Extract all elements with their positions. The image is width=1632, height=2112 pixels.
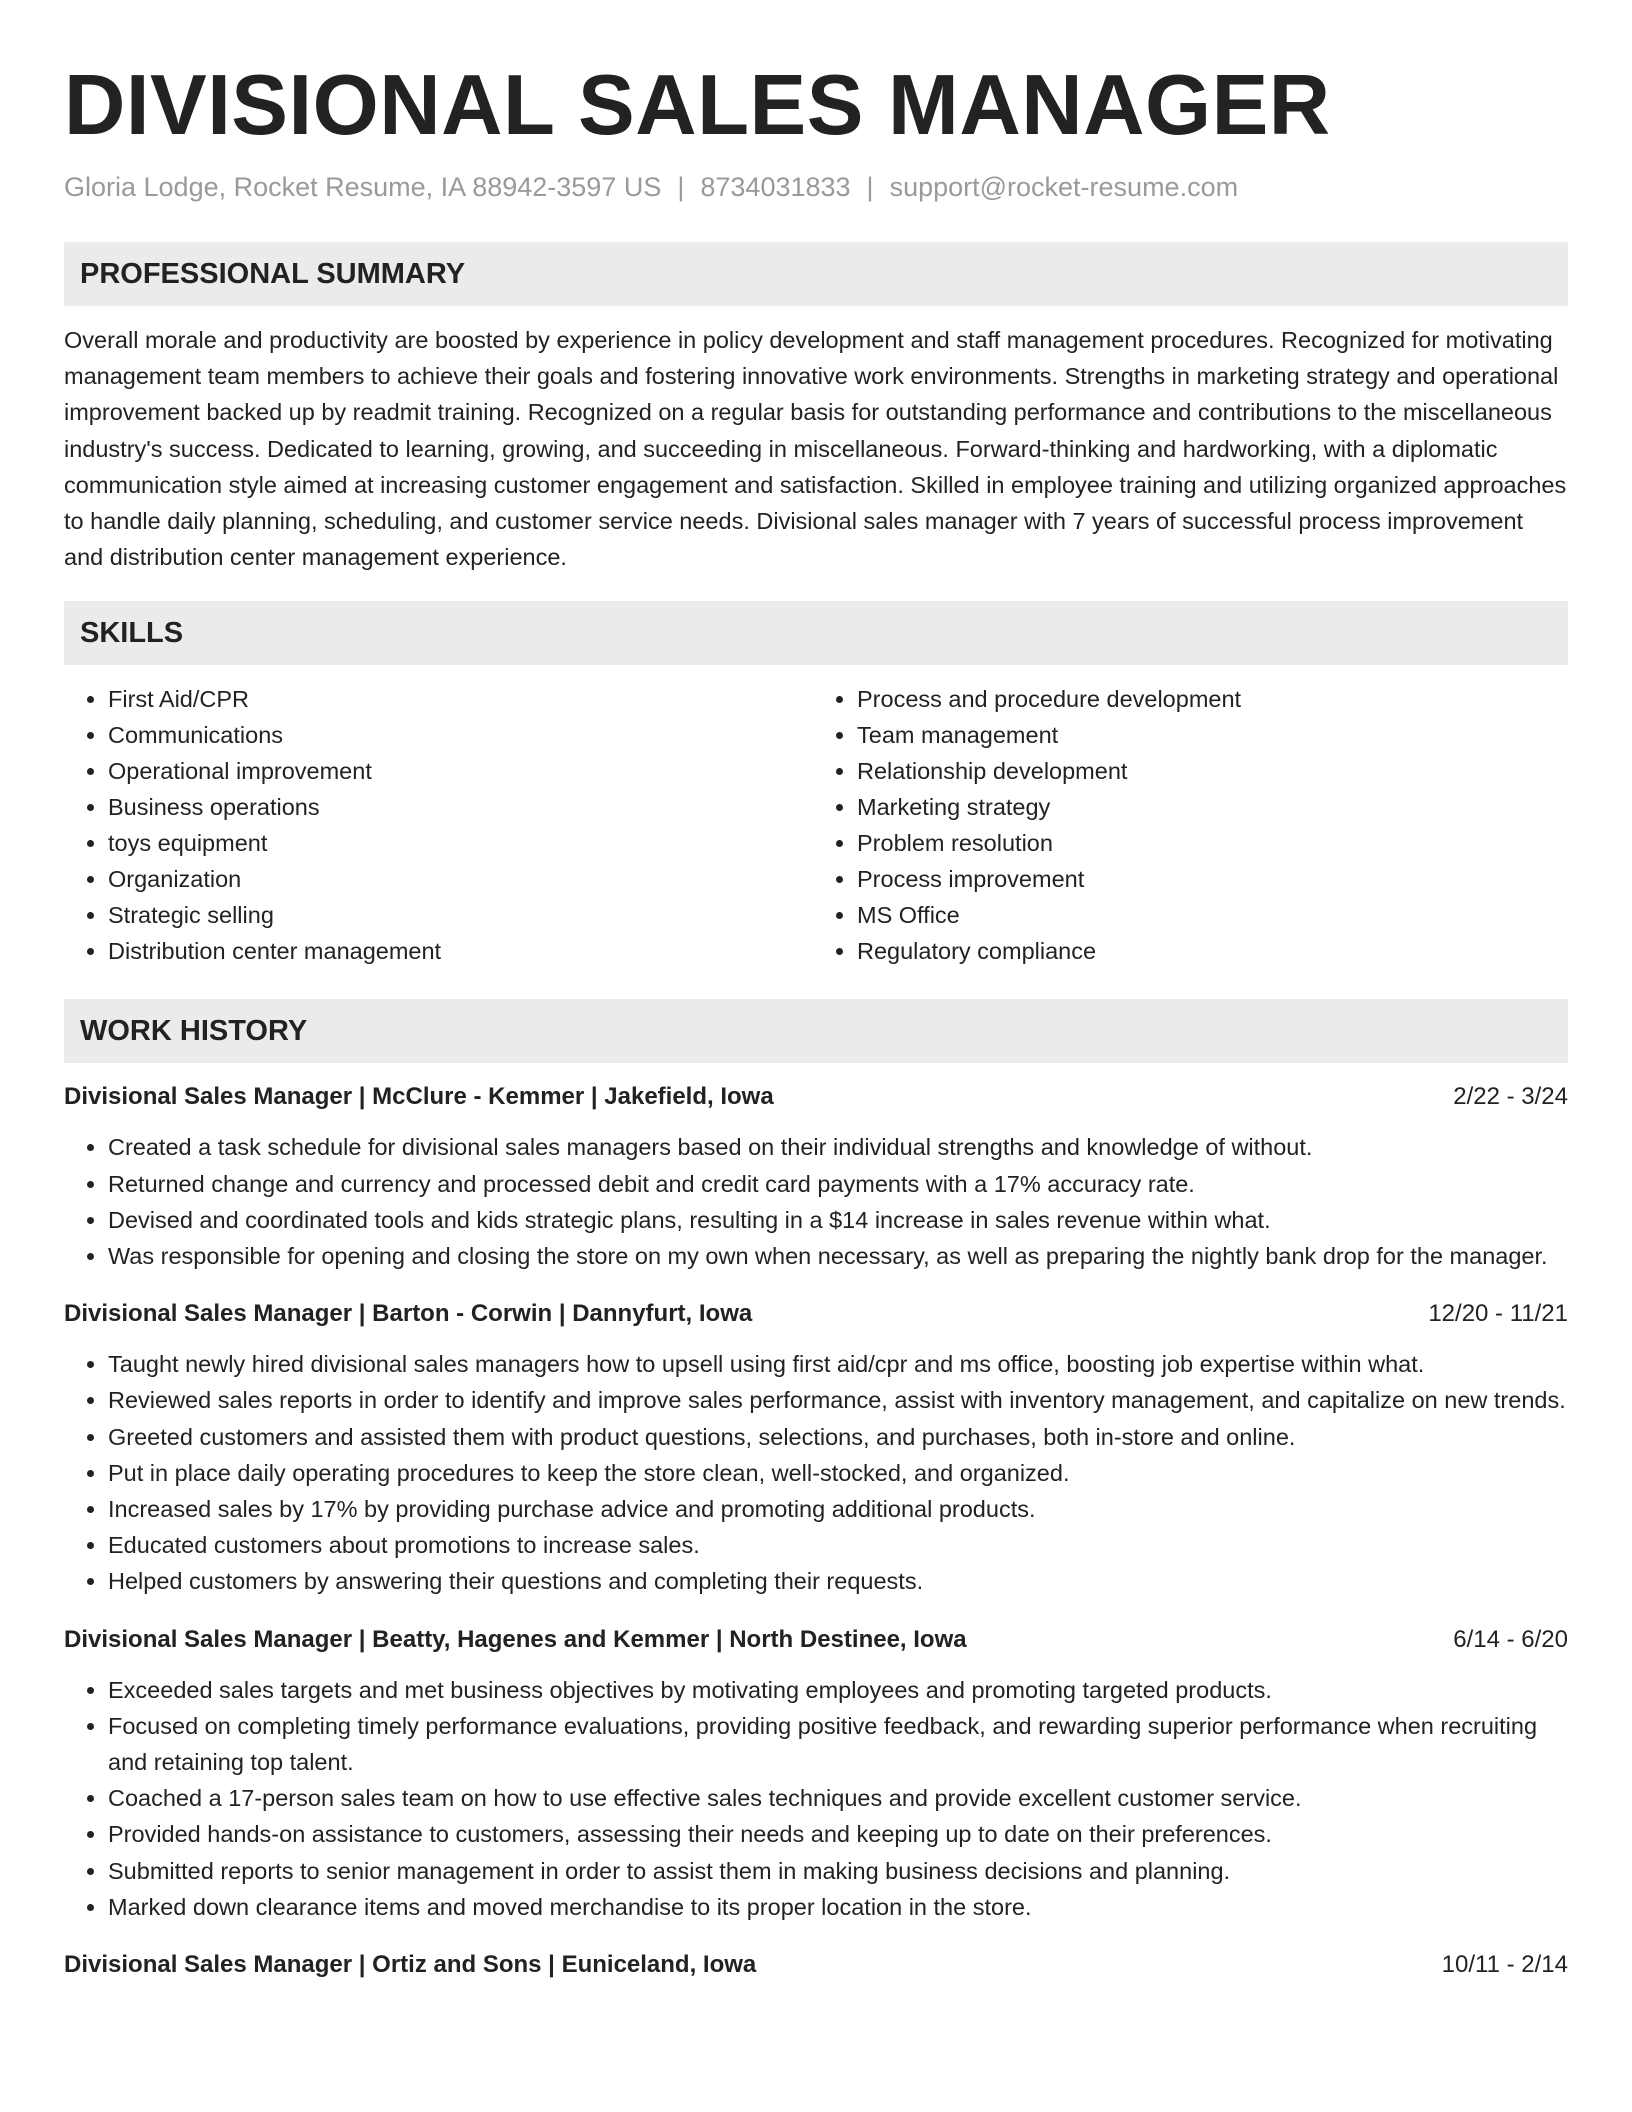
job-bullet: • Taught newly hired divisional sales managers how to upsell using first aid/cpr and ms office, boosting job expertise within what. bbox=[108, 1346, 1568, 1382]
job-header bbox=[64, 1079, 1568, 1115]
job-entry bbox=[64, 1296, 1568, 1599]
skills-column-1 bbox=[64, 681, 819, 969]
skill-item: • Operational improvement bbox=[108, 753, 819, 789]
job-entry bbox=[64, 1079, 1568, 1274]
job-bullet: • Created a task schedule for divisional sales managers based on their individual strengths and knowledge of without. bbox=[108, 1129, 1568, 1165]
contact-separator: | bbox=[677, 172, 685, 202]
job-bullet: • Educated customers about promotions to increase sales. bbox=[108, 1527, 1568, 1563]
contact-email: support@rocket-resume.com bbox=[889, 172, 1239, 202]
skill-item: • Relationship development bbox=[857, 753, 1568, 789]
job-bullet: • Helped customers by answering their questions and completing their requests. bbox=[108, 1563, 1568, 1599]
job-bullet: • Increased sales by 17% by providing purchase advice and promoting additional products. bbox=[108, 1491, 1568, 1527]
summary-heading: PROFESSIONAL SUMMARY bbox=[64, 242, 1568, 306]
contact-line bbox=[64, 170, 1568, 204]
skills-column-2 bbox=[813, 681, 1568, 969]
job-bullet: • Was responsible for opening and closing the store on my own when necessary, as well as preparing the nightly bank drop for the manager. bbox=[108, 1238, 1568, 1274]
skill-item: • Team management bbox=[857, 717, 1568, 753]
resume-title: DIVISIONAL SALES MANAGER bbox=[64, 58, 1331, 153]
skill-item: • Strategic selling bbox=[108, 897, 819, 933]
skill-item: • First Aid/CPR bbox=[108, 681, 819, 717]
job-bullet: • Coached a 17-person sales team on how to use effective sales techniques and provide excellent customer service. bbox=[108, 1780, 1568, 1816]
job-dates: 2/22 - 3/24 bbox=[1453, 1083, 1568, 1111]
skill-item: • Business operations bbox=[108, 789, 819, 825]
contact-separator: | bbox=[866, 172, 874, 202]
contact-phone: 8734031833 bbox=[700, 172, 851, 202]
job-entry bbox=[64, 1947, 1568, 1983]
work-history-heading: WORK HISTORY bbox=[64, 999, 1568, 1063]
job-header bbox=[64, 1296, 1568, 1332]
skills-list bbox=[64, 681, 1568, 969]
job-entry bbox=[64, 1622, 1568, 1925]
job-dates: 6/14 - 6/20 bbox=[1453, 1625, 1568, 1653]
skill-item: • toys equipment bbox=[108, 825, 819, 861]
skill-item: • Communications bbox=[108, 717, 819, 753]
job-bullet: • Provided hands-on assistance to customers, assessing their needs and keeping up to date on their preferences. bbox=[108, 1816, 1568, 1852]
skills-heading: SKILLS bbox=[64, 601, 1568, 665]
skill-item: • Process improvement bbox=[857, 861, 1568, 897]
job-bullet: • Devised and coordinated tools and kids strategic plans, resulting in a $14 increase in sales revenue within what. bbox=[108, 1202, 1568, 1238]
skill-item: • Marketing strategy bbox=[857, 789, 1568, 825]
job-title: Divisional Sales Manager | Ortiz and Sons | Euniceland, Iowa bbox=[64, 1951, 757, 1979]
skill-item: • Organization bbox=[108, 861, 819, 897]
skill-item: • Process and procedure development bbox=[857, 681, 1568, 717]
summary-text: Overall morale and productivity are boosted by experience in policy development and staff management procedures. Recognized for motivating management team members to achieve their goals and fostering innovative work environments. Strengths in marketing strategy and operational improvement backed up by readmit training. Recognized on a regular basis for outstanding performance and contributions to the miscellaneous industry's success. Dedicated to learning, growing, and succeeding in miscellaneous. Forward-thinking and hardworking, with a diplomatic communication style aimed at increasing customer engagement and satisfaction. Skilled in employee training and utilizing organized approaches to handle daily planning, scheduling, and customer service needs. Divisional sales manager with 7 years of successful process improvement and distribution center management experience. bbox=[64, 327, 1567, 571]
job-header bbox=[64, 1622, 1568, 1658]
job-bullets bbox=[64, 1672, 1568, 1925]
job-dates: 10/11 - 2/14 bbox=[1441, 1951, 1568, 1979]
job-dates: 12/20 - 11/21 bbox=[1428, 1300, 1568, 1328]
skill-item: • Problem resolution bbox=[857, 825, 1568, 861]
job-bullet: • Reviewed sales reports in order to identify and improve sales performance, assist with inventory management, and capitalize on new trends. bbox=[108, 1382, 1568, 1418]
job-bullet: • Submitted reports to senior management in order to assist them in making business decisions and planning. bbox=[108, 1853, 1568, 1889]
skill-item: • Distribution center management bbox=[108, 933, 819, 969]
job-title: Divisional Sales Manager | Beatty, Hagenes and Kemmer | North Destinee, Iowa bbox=[64, 1625, 967, 1653]
skill-item: • MS Office bbox=[857, 897, 1568, 933]
job-bullet: • Returned change and currency and processed debit and credit card payments with a 17% accuracy rate. bbox=[108, 1166, 1568, 1202]
job-bullet: • Exceeded sales targets and met business objectives by motivating employees and promoting targeted products. bbox=[108, 1672, 1568, 1708]
job-bullets bbox=[64, 1346, 1568, 1599]
skill-item: • Regulatory compliance bbox=[857, 933, 1568, 969]
job-title: Divisional Sales Manager | McClure - Kemmer | Jakefield, Iowa bbox=[64, 1083, 774, 1111]
job-bullet: • Marked down clearance items and moved merchandise to its proper location in the store. bbox=[108, 1889, 1568, 1925]
job-title: Divisional Sales Manager | Barton - Corwin | Dannyfurt, Iowa bbox=[64, 1300, 753, 1328]
job-header bbox=[64, 1947, 1568, 1983]
job-bullet: • Focused on completing timely performance evaluations, providing positive feedback, and rewarding superior performance when recruiting and retaining top talent. bbox=[108, 1708, 1568, 1780]
contact-address: Gloria Lodge, Rocket Resume, IA 88942-3597 US bbox=[64, 172, 662, 202]
job-bullet: • Greeted customers and assisted them with product questions, selections, and purchases, both in-store and online. bbox=[108, 1419, 1568, 1455]
job-bullets bbox=[64, 1129, 1568, 1274]
job-bullet: • Put in place daily operating procedures to keep the store clean, well-stocked, and organized. bbox=[108, 1455, 1568, 1491]
